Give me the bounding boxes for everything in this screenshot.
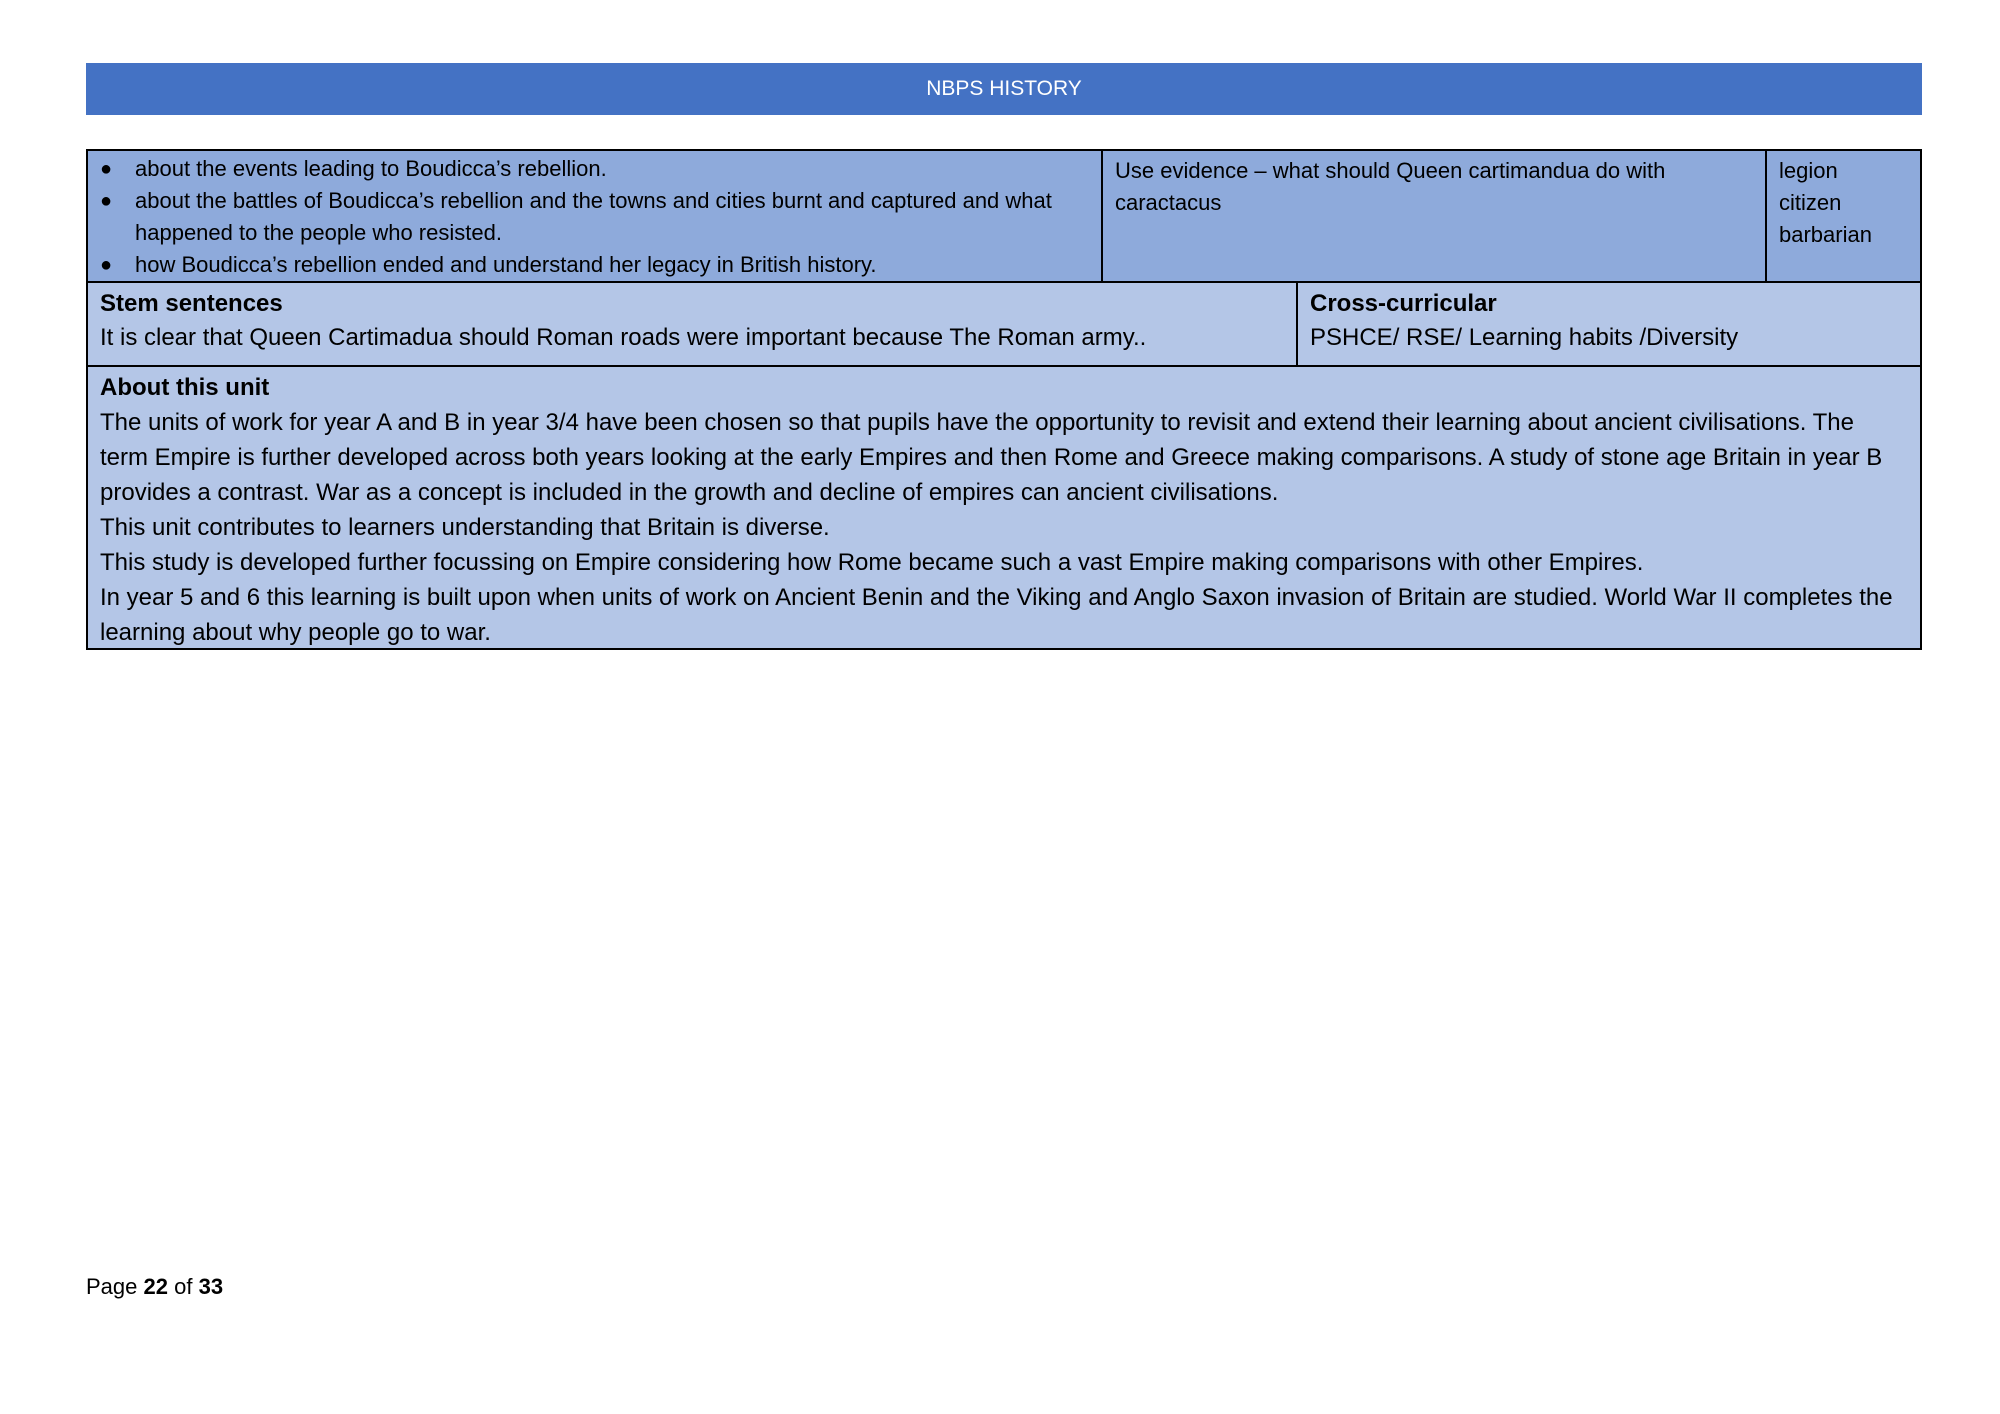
of-label: of [174,1274,193,1299]
cross-curricular-heading: Cross-curricular [1310,290,1497,317]
objectives-row [86,149,1922,283]
learning-objectives-cell [88,151,1103,281]
objective-item [100,153,1089,185]
bullet-icon: ● [100,190,113,212]
page-label: Page [86,1274,138,1299]
document-title: NBPS HISTORY [926,77,1082,100]
stem-sentences-text: It is clear that Queen Cartimadua should Roman roads were important because The Roman army.. [100,324,1147,351]
cross-curricular-text: PSHCE/ RSE/ Learning habits /Diversity [1310,324,1739,351]
current-page-number: 22 [143,1274,168,1299]
page-footer [86,1272,223,1302]
objectives-list [100,153,1089,281]
enquiry-cell [1103,151,1767,281]
total-pages-number: 33 [198,1274,224,1299]
unit-plan-table [86,149,1922,650]
vocabulary-word: barbarian [1779,222,1872,247]
vocabulary-word: citizen [1779,190,1842,215]
objective-text: about the battles of Boudicca’s rebellion and the towns and cities burnt and captured and what happened to the people who resisted. [135,188,1052,245]
objective-item [100,249,1089,281]
enquiry-text: Use evidence – what should Queen cartimandua do with caractacus [1115,158,1666,215]
objective-item [100,185,1089,249]
stem-sentences-heading: Stem sentences [100,290,283,317]
about-paragraph: This study is developed further focussing on Empire considering how Rome became such a vast Empire making comparisons with other Empires. [100,549,1644,576]
cross-curricular-cell [1298,283,1920,365]
stem-sentences-cell [88,283,1298,365]
objective-text: about the events leading to Boudicca’s rebellion. [135,156,607,181]
vocabulary-cell [1767,151,1920,281]
bullet-icon: ● [100,254,113,276]
objective-text: how Boudicca’s rebellion ended and understand her legacy in British history. [135,252,877,277]
bullet-icon: ● [100,158,113,180]
about-unit-heading: About this unit [100,374,270,401]
document-header-bar [86,63,1922,115]
about-row [86,367,1922,650]
about-paragraph: The units of work for year A and B in year 3/4 have been chosen so that pupils have the opportunity to revisit and extend their learning about ancient civilisations. The term Empire is further developed across both years looking at the early Empires and then Rome and Greece making comparisons. A study of stone age Britain in year B provides a contrast. War as a concept is included in the growth and decline of empires can ancient civilisations. [100,409,1883,506]
vocabulary-word: legion [1779,158,1838,183]
stem-cross-row [86,283,1922,367]
about-paragraph: This unit contributes to learners understanding that Britain is diverse. [100,514,830,541]
about-paragraph: In year 5 and 6 this learning is built upon when units of work on Ancient Benin and the Viking and Anglo Saxon invasion of Britain are studied. World War II completes the learning about why people go to war. [100,584,1893,646]
about-unit-cell [88,367,1920,648]
